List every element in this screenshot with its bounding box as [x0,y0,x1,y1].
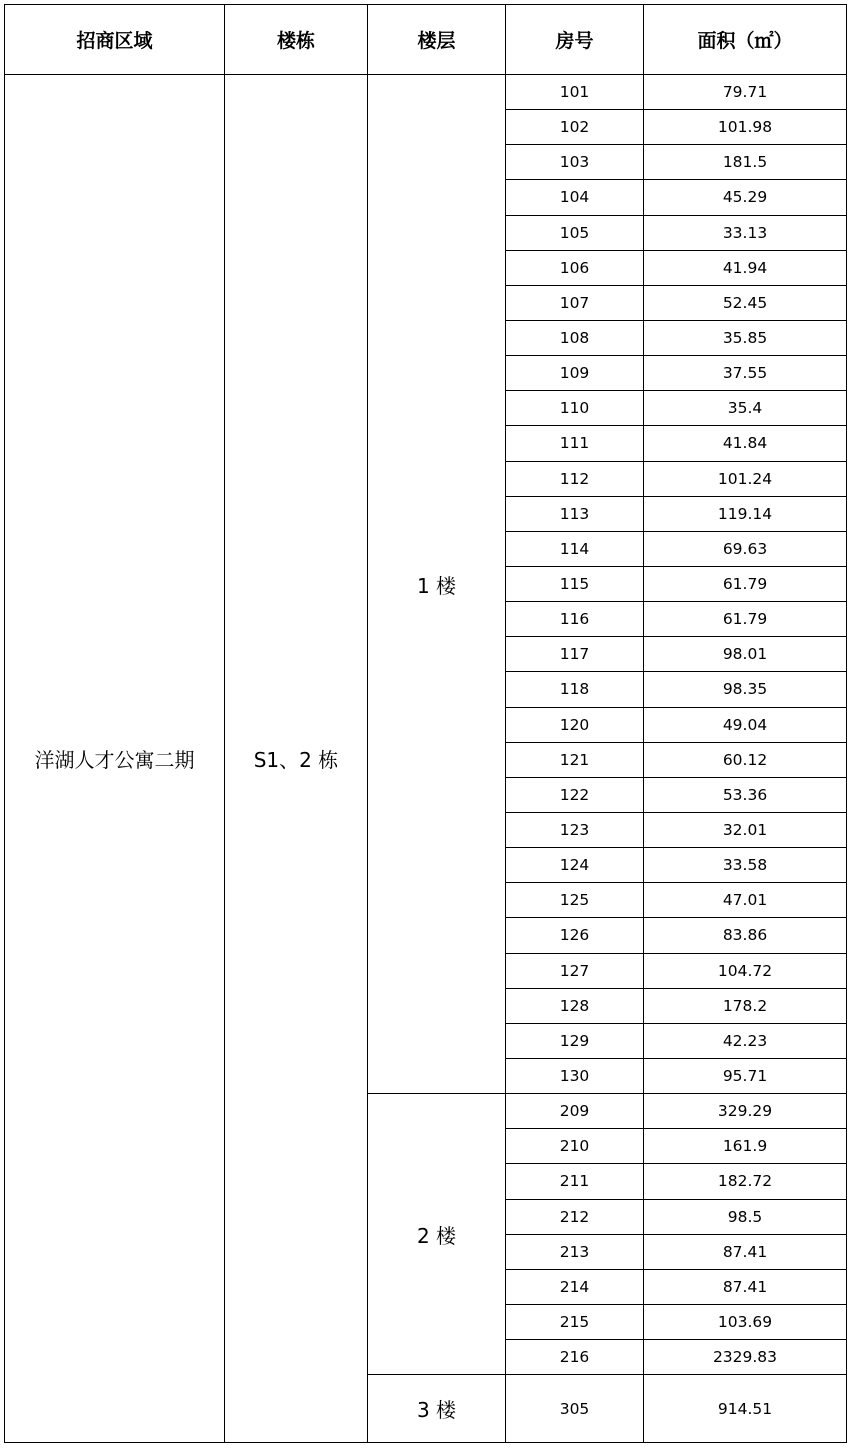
area-cell: 87.41 [644,1234,847,1269]
room-number-cell: 210 [506,1129,644,1164]
area-cell: 60.12 [644,742,847,777]
building-cell: S1、2 栋 [225,75,368,1443]
area-cell: 79.71 [644,75,847,110]
area-cell: 95.71 [644,1058,847,1093]
room-number-cell: 117 [506,637,644,672]
room-number-cell: 106 [506,250,644,285]
rental-units-table [4,4,847,1443]
room-number-cell: 120 [506,707,644,742]
room-number-cell: 305 [506,1375,644,1443]
area-cell: 33.58 [644,848,847,883]
room-number-cell: 121 [506,742,644,777]
room-number-cell: 112 [506,461,644,496]
header-building: 楼栋 [225,5,368,75]
table-header [5,5,847,75]
room-number-cell: 215 [506,1304,644,1339]
header-region: 招商区域 [5,5,225,75]
area-cell: 41.84 [644,426,847,461]
area-cell: 83.86 [644,918,847,953]
header-room-number: 房号 [506,5,644,75]
room-number-cell: 115 [506,566,644,601]
area-cell: 49.04 [644,707,847,742]
area-cell: 61.79 [644,566,847,601]
area-cell: 119.14 [644,496,847,531]
area-cell: 35.85 [644,320,847,355]
area-cell: 69.63 [644,531,847,566]
header-floor: 楼层 [368,5,506,75]
room-number-cell: 101 [506,75,644,110]
room-number-cell: 216 [506,1340,644,1375]
area-cell: 47.01 [644,883,847,918]
area-cell: 42.23 [644,1023,847,1058]
area-cell: 61.79 [644,602,847,637]
room-number-cell: 122 [506,777,644,812]
room-number-cell: 128 [506,988,644,1023]
room-number-cell: 109 [506,356,644,391]
room-number-cell: 213 [506,1234,644,1269]
area-cell: 45.29 [644,180,847,215]
table-body [5,75,847,1443]
room-number-cell: 111 [506,426,644,461]
area-cell: 41.94 [644,250,847,285]
room-number-cell: 107 [506,285,644,320]
room-number-cell: 110 [506,391,644,426]
room-number-cell: 214 [506,1269,644,1304]
area-cell: 87.41 [644,1269,847,1304]
room-number-cell: 127 [506,953,644,988]
area-cell: 104.72 [644,953,847,988]
header-area: 面积（㎡） [644,5,847,75]
room-number-cell: 108 [506,320,644,355]
room-number-cell: 209 [506,1094,644,1129]
header-row [5,5,847,75]
room-number-cell: 116 [506,602,644,637]
area-cell: 182.72 [644,1164,847,1199]
room-number-cell: 212 [506,1199,644,1234]
room-number-cell: 118 [506,672,644,707]
area-cell: 178.2 [644,988,847,1023]
area-cell: 181.5 [644,145,847,180]
room-number-cell: 102 [506,110,644,145]
area-cell: 33.13 [644,215,847,250]
floor-cell: 1 楼 [368,75,506,1094]
room-number-cell: 104 [506,180,644,215]
area-cell: 161.9 [644,1129,847,1164]
area-cell: 101.24 [644,461,847,496]
table-row [5,75,847,110]
area-cell: 101.98 [644,110,847,145]
area-cell: 103.69 [644,1304,847,1339]
area-cell: 32.01 [644,812,847,847]
room-number-cell: 126 [506,918,644,953]
floor-cell: 2 楼 [368,1094,506,1375]
area-cell: 329.29 [644,1094,847,1129]
area-cell: 52.45 [644,285,847,320]
room-number-cell: 103 [506,145,644,180]
area-cell: 98.01 [644,637,847,672]
room-number-cell: 125 [506,883,644,918]
room-number-cell: 124 [506,848,644,883]
region-cell: 洋湖人才公寓二期 [5,75,225,1443]
area-cell: 53.36 [644,777,847,812]
area-cell: 37.55 [644,356,847,391]
room-number-cell: 114 [506,531,644,566]
room-number-cell: 105 [506,215,644,250]
area-cell: 35.4 [644,391,847,426]
room-number-cell: 211 [506,1164,644,1199]
room-number-cell: 129 [506,1023,644,1058]
area-cell: 98.35 [644,672,847,707]
area-cell: 2329.83 [644,1340,847,1375]
area-cell: 98.5 [644,1199,847,1234]
room-number-cell: 130 [506,1058,644,1093]
area-cell: 914.51 [644,1375,847,1443]
floor-cell: 3 楼 [368,1375,506,1443]
room-number-cell: 113 [506,496,644,531]
room-number-cell: 123 [506,812,644,847]
